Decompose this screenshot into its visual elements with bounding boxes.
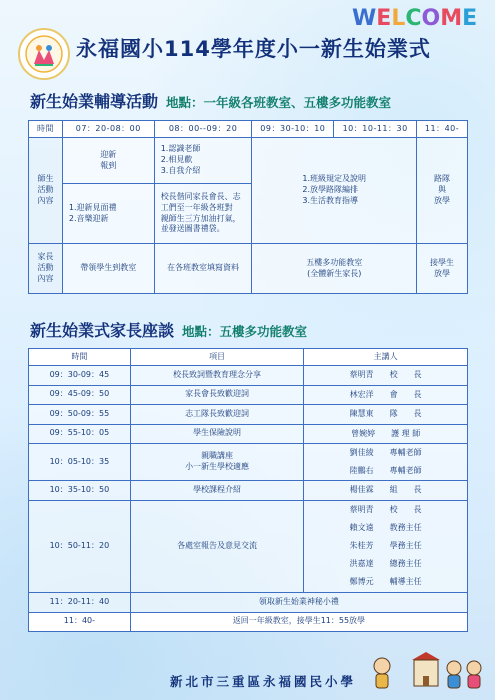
- speaker-text: 朱桂芳 學務主任: [349, 541, 422, 551]
- header-cell: 07：20-08：00: [62, 121, 154, 138]
- cell-class-rules: 1.班級規定及說明 2.放學路隊編排 3.生活教育指導: [252, 138, 417, 244]
- page-title: 永福國小114學年度小一新生始業式: [76, 37, 431, 61]
- parent-activity-label: 家長 活動 內容: [29, 244, 63, 294]
- header-cell: 時間: [29, 349, 131, 366]
- table-row: [29, 244, 468, 294]
- item-cell: [130, 366, 304, 386]
- table-row: [29, 366, 468, 386]
- section2-title: 新生始業式家長座談: [30, 321, 175, 340]
- section1-location: 地點：一年級各班教室、五樓多功能教室: [166, 95, 392, 110]
- item-text: 校長致詞暨教育理念分享: [173, 369, 262, 379]
- character-icon: [467, 661, 481, 688]
- time-cell: 10：50-11：20: [29, 500, 131, 593]
- item-text: 學生保險說明: [193, 428, 242, 438]
- cartoon-characters-illustration: [370, 650, 485, 696]
- header-cell: 時間: [29, 121, 63, 138]
- header-cell: 10：10-11：30: [334, 121, 417, 138]
- character-icon: [374, 658, 390, 688]
- speaker-cell: [304, 385, 468, 405]
- orientation-schedule-table: [28, 120, 468, 294]
- speaker-cell: [304, 481, 468, 501]
- time-cell: 09：50-09：55: [29, 405, 131, 425]
- header-cell: 項目: [130, 349, 304, 366]
- table-row: [29, 405, 468, 425]
- item-cell: [130, 385, 304, 405]
- item-text: 學校課程介紹: [193, 484, 242, 494]
- cell-parent-escort: 帶領學生到教室: [62, 244, 154, 294]
- speaker-text: 陸鵬右 專輔老師: [349, 466, 422, 475]
- table-row: [29, 444, 468, 481]
- speaker-text: 曾婉婷 護 理 師: [351, 428, 421, 438]
- welcome-letter: O: [421, 6, 441, 31]
- header-cell: 09：30-10：10: [252, 121, 334, 138]
- speaker-cell: [304, 424, 468, 444]
- speaker-text: 楊佳霖 組 長: [349, 485, 422, 495]
- time-cell: 10：35-10：50: [29, 481, 131, 501]
- speaker-text: 賴文遠 教務主任: [349, 523, 422, 533]
- item-cell: [130, 481, 304, 501]
- table-row: [29, 593, 468, 613]
- school-logo: [18, 28, 70, 80]
- item-text: 志工隊長致歡迎詞: [185, 408, 250, 418]
- cell-dismissal: 路隊 與 放學: [417, 138, 468, 244]
- welcome-letter: C: [405, 6, 422, 31]
- time-cell: 11：40-: [29, 612, 131, 632]
- item-text: 各處室報告及意見交流: [177, 540, 258, 550]
- welcome-letter: L: [391, 6, 406, 31]
- school-emblem-icon: [20, 30, 68, 78]
- cell-parent-pickup: 接學生 放學: [417, 244, 468, 294]
- time-cell: 09：30-09：45: [29, 366, 131, 386]
- item-cell: [130, 444, 304, 481]
- item-cell: [130, 405, 304, 425]
- header-cell: 08：00--09：20: [154, 121, 252, 138]
- table-row: [29, 121, 468, 138]
- speaker-cell: [304, 366, 468, 386]
- item-text: 家長會長致歡迎詞: [185, 389, 250, 399]
- welcome-banner: [352, 6, 477, 31]
- cell-welcome-gift: 1.迎新見面禮 2.音樂迎新: [62, 184, 154, 244]
- time-cell: 11：20-11：40: [29, 593, 131, 613]
- table-row: [29, 349, 468, 366]
- item-text: 親職講座: [201, 451, 234, 461]
- table-row: [29, 138, 468, 184]
- table-row: [29, 481, 468, 501]
- time-cell: 09：45-09：50: [29, 385, 131, 405]
- welcome-letter: E: [376, 6, 392, 31]
- cell-principal-visit: 校長偕同家長會長、志 工們至一年級各班對 親師生三方加油打氣， 並發送圖書禮袋。: [154, 184, 252, 244]
- table-row: [29, 385, 468, 405]
- header-cell: 主講人: [304, 349, 468, 366]
- speaker-text: 蔡明青 校 長: [349, 370, 422, 380]
- speaker-text: 鄭博元 輔導主任: [349, 577, 422, 587]
- welcome-letter: W: [352, 6, 377, 31]
- time-cell: 10：05-10：35: [29, 444, 131, 481]
- cell-welcome-checkin: 迎新 報到: [62, 138, 154, 184]
- welcome-letter: M: [440, 6, 463, 31]
- table-row: [29, 424, 468, 444]
- cell-meet-teacher: 1.認識老師 2.相見歡 3.自我介紹: [154, 138, 252, 184]
- table-row: [29, 612, 468, 632]
- item-cell: [130, 424, 304, 444]
- welcome-letter: E: [462, 6, 478, 31]
- character-icon: [447, 661, 461, 688]
- item-cell: [130, 500, 304, 593]
- section2-location: 地點：五樓多功能教室: [182, 324, 308, 339]
- section2-heading: [30, 318, 307, 341]
- cell-parent-forms: 在各班教室填寫資料: [154, 244, 252, 294]
- time-cell: 09：55-10：05: [29, 424, 131, 444]
- table-row: [29, 500, 468, 593]
- section1-heading: [30, 89, 391, 112]
- speaker-cell: [304, 405, 468, 425]
- speaker-cell: [304, 500, 468, 593]
- speaker-text: 陳慧東 隊 長: [349, 409, 422, 419]
- header-cell: 11：40-: [417, 121, 468, 138]
- section1-title: 新生始業輔導活動: [30, 92, 159, 111]
- parent-meeting-table: [28, 348, 468, 632]
- return-cell: 返回一年級教室，接學生11：55放學: [130, 612, 467, 632]
- speaker-text: 劉佳綾 專輔老師: [349, 448, 422, 457]
- speaker-text: 林宏洋 會 長: [349, 389, 422, 399]
- gift-cell: 領取新生始業神秘小禮: [130, 593, 467, 613]
- cell-parent-hall: 五樓多功能教室 (全體新生家長): [252, 244, 417, 294]
- student-activity-label: 師生 活動 內容: [29, 138, 63, 244]
- speaker-cell: [304, 444, 468, 481]
- school-name-footer: 新北市三重區永福國民小學: [170, 674, 357, 689]
- speaker-text: 蔡明青 校 長: [349, 505, 422, 515]
- item-text: 小一新生學校適應: [185, 462, 250, 471]
- school-building-icon: [412, 652, 440, 686]
- speaker-text: 洪嘉達 總務主任: [349, 559, 422, 569]
